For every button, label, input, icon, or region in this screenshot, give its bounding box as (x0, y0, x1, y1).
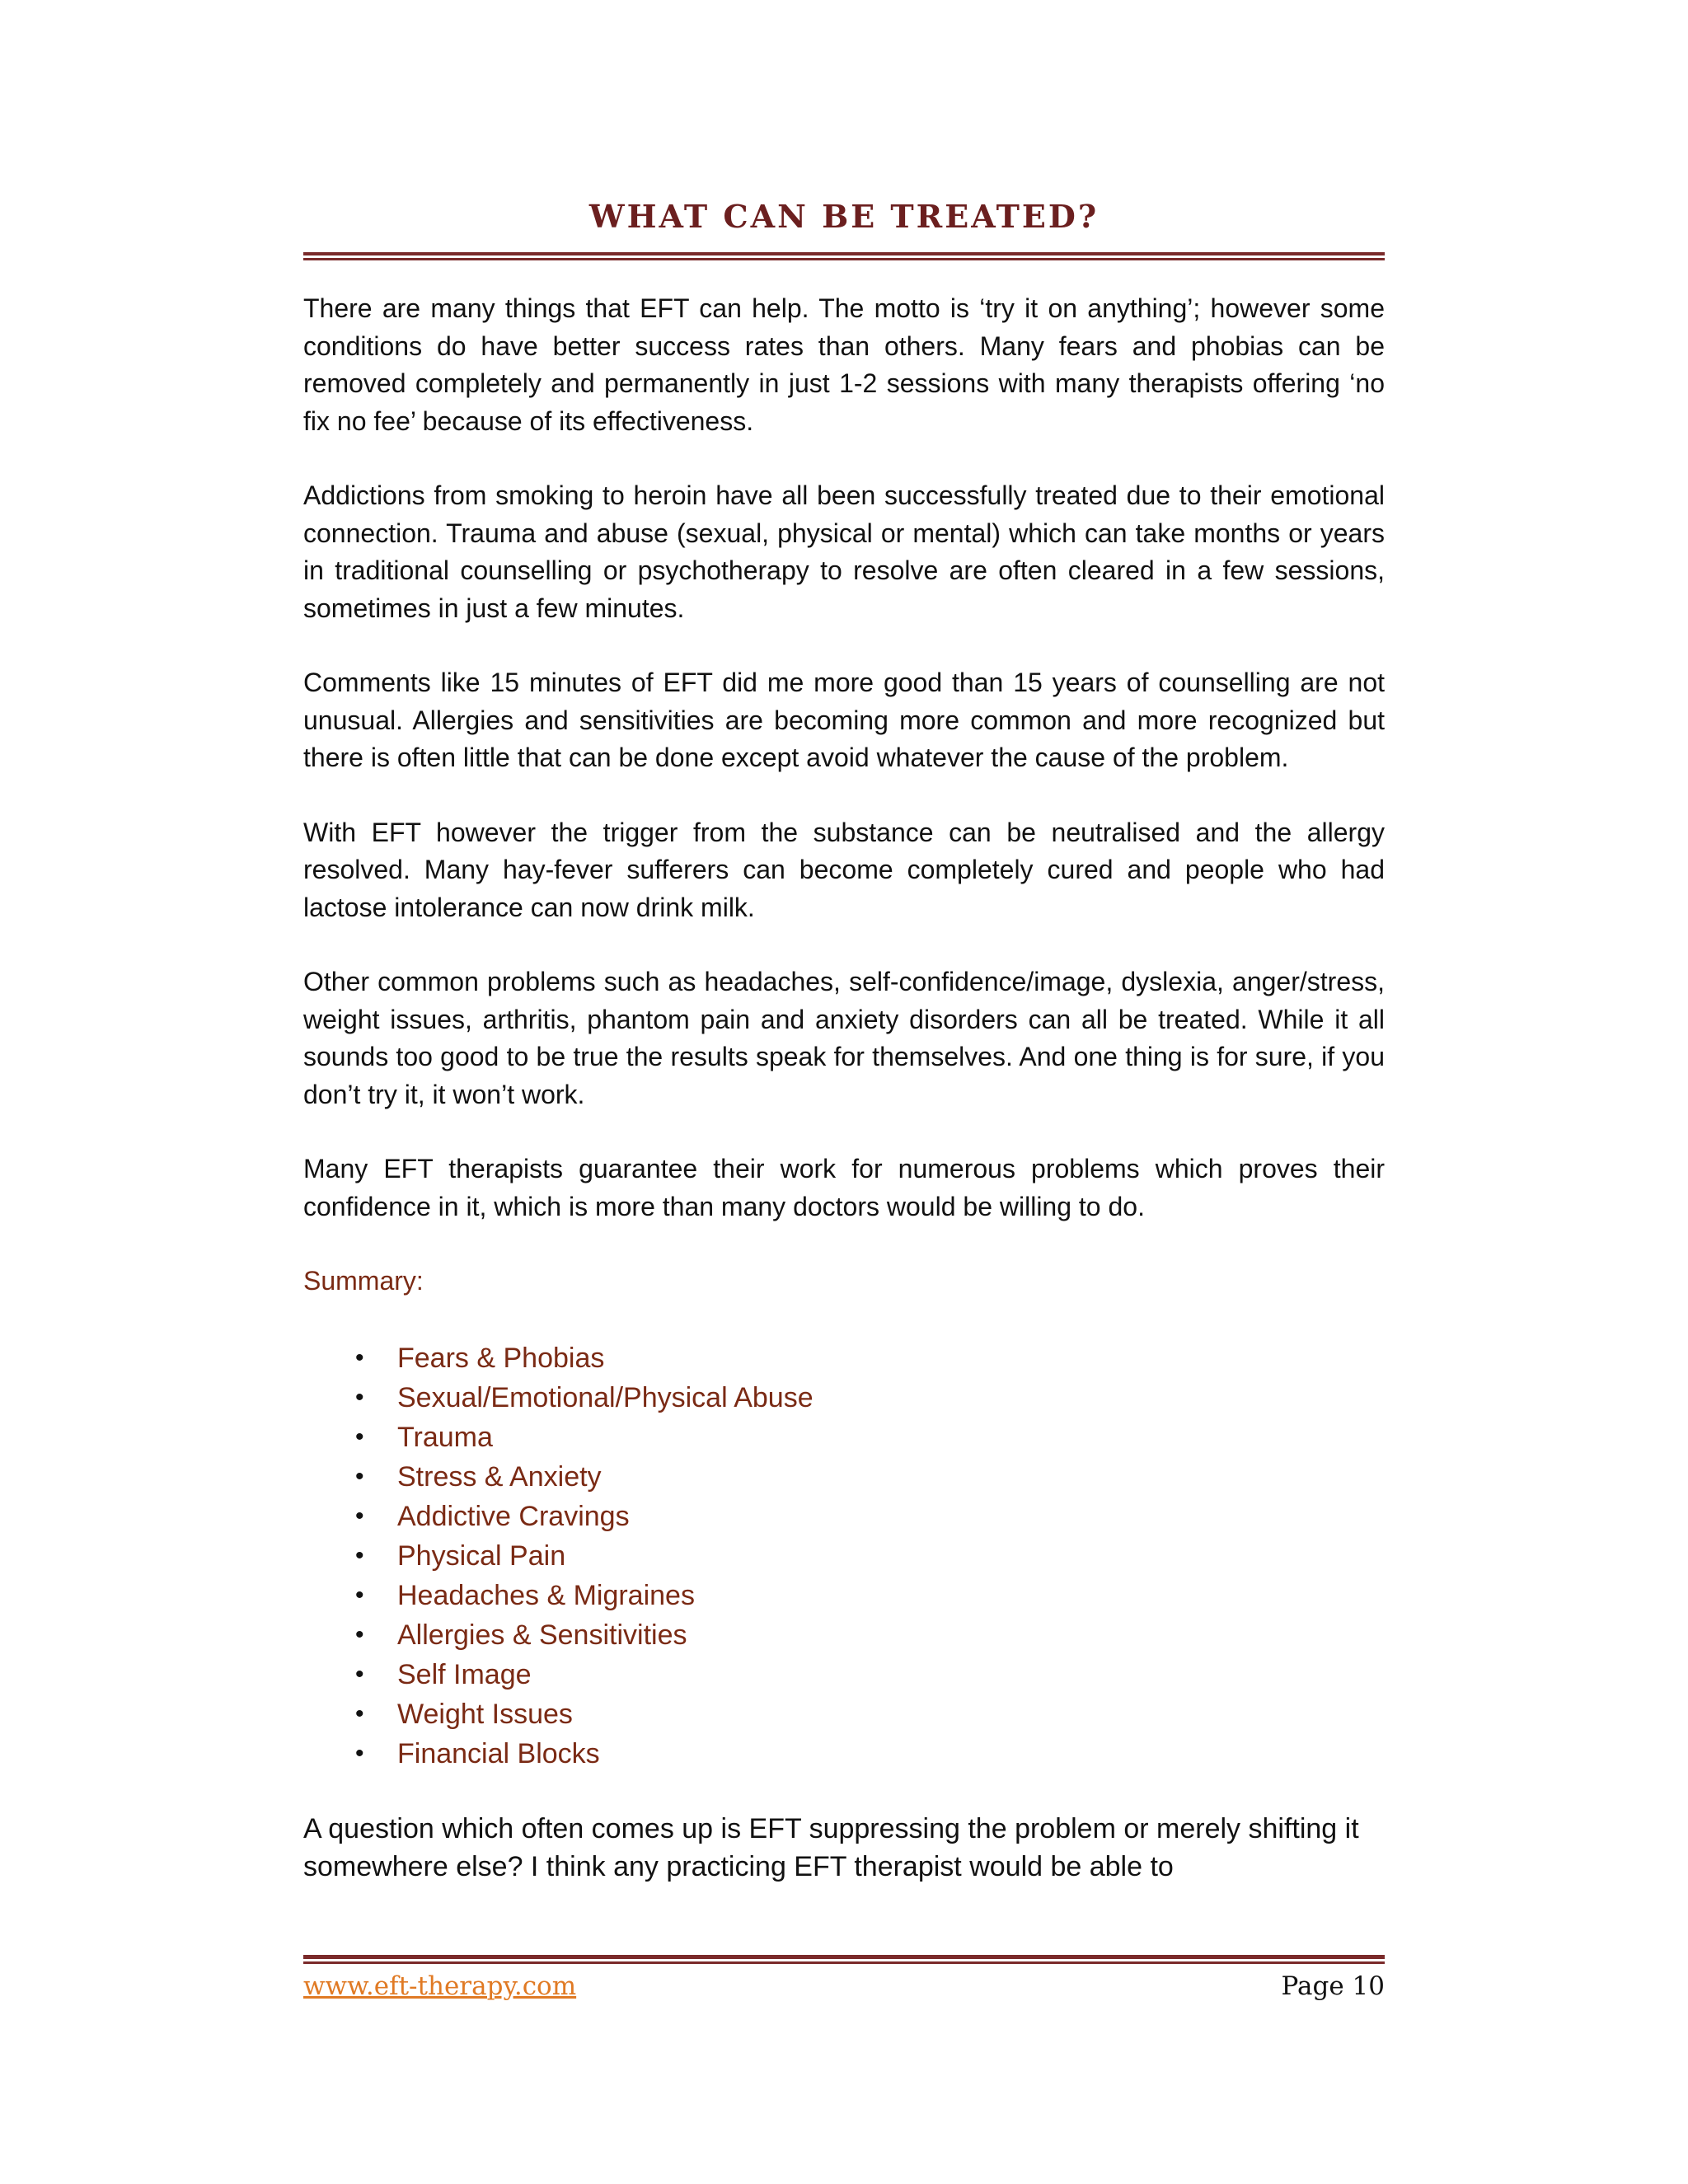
page-heading: WHAT CAN BE TREATED? (588, 198, 1100, 235)
list-item (303, 1536, 1385, 1576)
summary-list (303, 1338, 1385, 1774)
paragraph-6: Many EFT therapists guarantee their work for numerous problems which proves their confidence in it, which is more than many doctors would be willing to do. (303, 1154, 1385, 1221)
list-item (303, 1694, 1385, 1734)
bullet-icon: • (355, 1383, 364, 1411)
list-item (303, 1338, 1385, 1378)
closing-paragraph: A question which often comes up is EFT suppressing the problem or merely shifting it somewhere else? I think any practicing EFT therapist would be able to (303, 1812, 1359, 1882)
list-item (303, 1734, 1385, 1774)
bullet-icon: • (355, 1541, 364, 1569)
bullet-icon: • (355, 1699, 364, 1727)
list-item (303, 1457, 1385, 1497)
list-item-label: Headaches & Migraines (397, 1579, 695, 1611)
paragraph-4: With EFT however the trigger from the substance can be neutralised and the allergy resolved. Many hay-fever sufferers can become completely cured and people who had lactose intolerance can now drink milk. (303, 817, 1385, 922)
bullet-icon: • (355, 1422, 364, 1451)
website-link[interactable]: www.eft-therapy.com (303, 1971, 577, 2001)
list-item (303, 1615, 1385, 1655)
list-item-label: Sexual/Emotional/Physical Abuse (397, 1381, 814, 1413)
bullet-icon: • (355, 1660, 364, 1688)
list-item (303, 1576, 1385, 1615)
list-item (303, 1497, 1385, 1536)
list-item-label: Self Image (397, 1658, 532, 1690)
paragraph-1: There are many things that EFT can help. The motto is ‘try it on anything’; however some conditions do have better success rates than others. Many fears and phobias can be removed completely and permanently in just 1-2 sessions with many therapists offering ‘no fix no fee’ because of its effectiveness. (303, 293, 1385, 436)
list-item-label: Stress & Anxiety (397, 1460, 602, 1493)
list-item-label: Allergies & Sensitivities (397, 1619, 687, 1651)
list-item-label: Trauma (397, 1421, 493, 1453)
list-item-label: Addictive Cravings (397, 1500, 630, 1532)
paragraph-3: Comments like 15 minutes of EFT did me more good than 15 years of counselling are not unusual. Allergies and sensitivities are becoming more common and more recognized but there is often little that can be done except avoid whatever the cause of the problem. (303, 668, 1385, 772)
list-item-label: Fears & Phobias (397, 1342, 605, 1374)
bullet-icon: • (355, 1343, 364, 1371)
body-text (303, 290, 1385, 1886)
page-content (303, 191, 1385, 1886)
bullet-icon: • (355, 1462, 364, 1490)
bullet-icon: • (355, 1739, 364, 1767)
page-footer (303, 1968, 1385, 2004)
footer-divider (303, 1955, 1385, 1959)
bullet-icon: • (355, 1502, 364, 1530)
list-item (303, 1378, 1385, 1418)
list-item (303, 1418, 1385, 1457)
list-item-label: Physical Pain (397, 1540, 566, 1572)
bullet-icon: • (355, 1620, 364, 1648)
bullet-icon: • (355, 1581, 364, 1609)
page-number: Page 10 (1281, 1971, 1385, 2001)
list-item-label: Weight Issues (397, 1698, 573, 1730)
heading-divider (303, 252, 1385, 255)
paragraph-2: Addictions from smoking to heroin have all been successfully treated due to their emotional connection. Trauma and abuse (sexual, physical or mental) which can take months or years in traditional counselling or psychotherapy to resolve are often cleared in a few sessions, sometimes in just a few minutes. (303, 480, 1385, 623)
list-item (303, 1655, 1385, 1694)
list-item-label: Financial Blocks (397, 1737, 600, 1769)
summary-label: Summary: (303, 1266, 424, 1296)
paragraph-5: Other common problems such as headaches, self-confidence/image, dyslexia, anger/stress, weight issues, arthritis, phantom pain and anxiety disorders can all be treated. While it all sounds too good to be true the results speak for themselves. And one thing is for sure, if you don’t try it, it won’t work. (303, 967, 1385, 1109)
